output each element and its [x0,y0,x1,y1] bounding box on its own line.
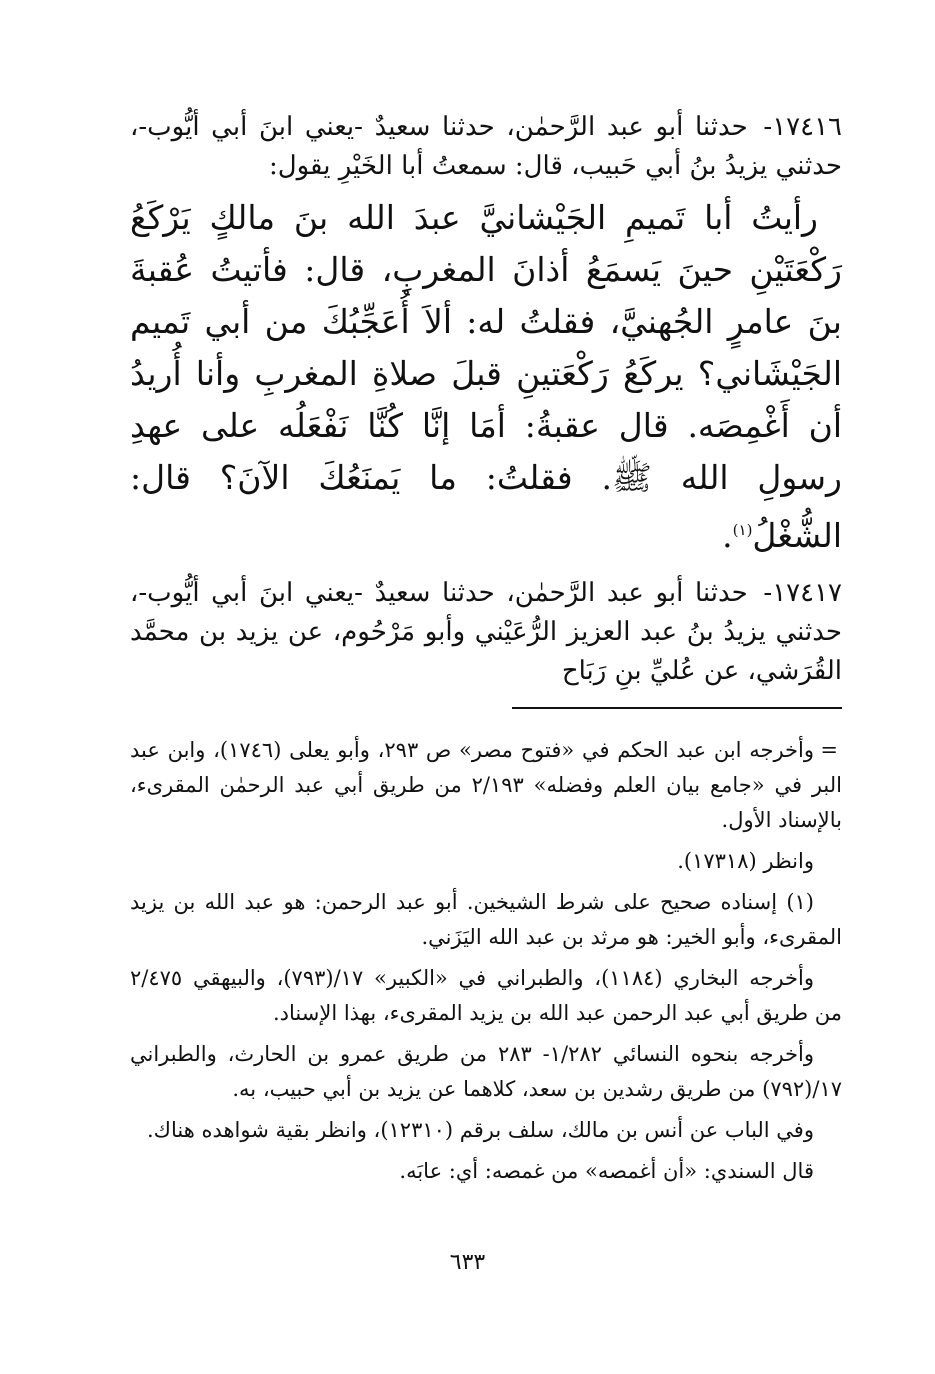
page-body [130,108,842,1189]
footnote-divider [512,707,842,709]
hadith-number: ١٧٤١٧- [763,578,843,608]
footnote-1: (١) إسناده صحيح على شرط الشيخين. أبو عبد الرحمن: هو عبد الله بن يزيد المقرىء، وأبو الخير: هو مرثد بن عبد الله اليَزَني. [130,890,842,949]
footnote-1-bab: وفي الباب عن أنس بن مالك، سلف برقم (١٢٣١٠)، وانظر بقية شواهده هناك. [146,1118,814,1142]
hadith-17417-chain [130,574,842,691]
footnote-continuation [130,733,842,838]
footnote-see-also: وانظر (١٧٣١٨). [677,849,814,873]
hadith-number: ١٧٤١٦- [763,112,843,142]
isnad-text: حدثنا أبو عبد الرَّحمٰن، حدثنا سعيدٌ -يعني ابنَ أبي أيُّوب-، حدثني يزيدُ بنُ عبد العزيز الرُّعَيْني وأبو مَرْحُوم، عن يزيد بن محمَّد القُرَشي، عن عُليِّ بنِ رَبَاح [130,578,842,686]
footnote-ref: (١) [732,521,753,539]
matn-text: رأيتُ أبا تَميمِ الجَيْشانيَّ عبدَ الله بنَ مالكٍ يَرْكَعُ رَكْعَتَيْنِ حينَ يَسمَعُ أذانَ المغربِ، قال: فأتيتُ عُقبةَ بنَ عامرٍ الجُهنيَّ، فقلتُ له: ألاَ أُعَجِّبُكَ من أبي تَميم الجَيْشَاني؟ يركَعُ رَكْعَتينِ قبلَ صلاةِ المغربِ وأنا أُريدُ أن أَغْمِصَه. قال عقبةُ: أمَا إنَّا كُنَّا نَفْعَلُه على عهدِ رسولِ الله ﷺ. فقلتُ: ما يَمنَعُكَ الآنَ؟ قال: الشُّغْلُ [130,198,842,555]
isnad-text: حدثنا أبو عبد الرَّحمٰن، حدثنا سعيدٌ -يعني ابنَ أبي أيُّوب-، حدثني يزيدُ بنُ أبي حَبيب، قال: سمعتُ أبا الخَيْرِ يقول: [130,112,842,181]
footnotes-section [130,733,842,1189]
page-number: ٦٣٣ [449,1250,486,1275]
footnote-1-sindi: قال السندي: «أن أغمصه» من غمصه: أي: عابَه. [399,1159,814,1183]
footnote-1-similar: وأخرجه بنحوه النسائي ١/٢٨٢- ٢٨٣ من طريق عمرو بن الحارث، والطبراني ١٧/(٧٩٢) من طريق رشدين بن سعد، كلاهما عن يزيد بن أبي حبيب، به. [130,1042,842,1101]
continuation-mark: = [820,738,838,762]
footnote-1-takhrij: وأخرجه البخاري (١١٨٤)، والطبراني في «الكبير» ١٧/(٧٩٣)، والبيهقي ٢/٤٧٥ من طريق أبي عبد الرحمن عبد الله بن يزيد المقرىء، بهذا الإسناد. [130,966,842,1025]
footnote-text: وأخرجه ابن عبد الحكم في «فتوح مصر» ص ٢٩٣، وأبو يعلى (١٧٤٦)، وابن عبد البر في «جامع بيان العلم وفضله» ٢/١٩٣ من طريق أبي عبد الرحمٰن المقرىء، بالإسناد الأول. [130,738,842,832]
matn-end: . [722,516,733,555]
hadith-17416-chain [130,108,842,186]
hadith-17416-text [130,192,842,562]
